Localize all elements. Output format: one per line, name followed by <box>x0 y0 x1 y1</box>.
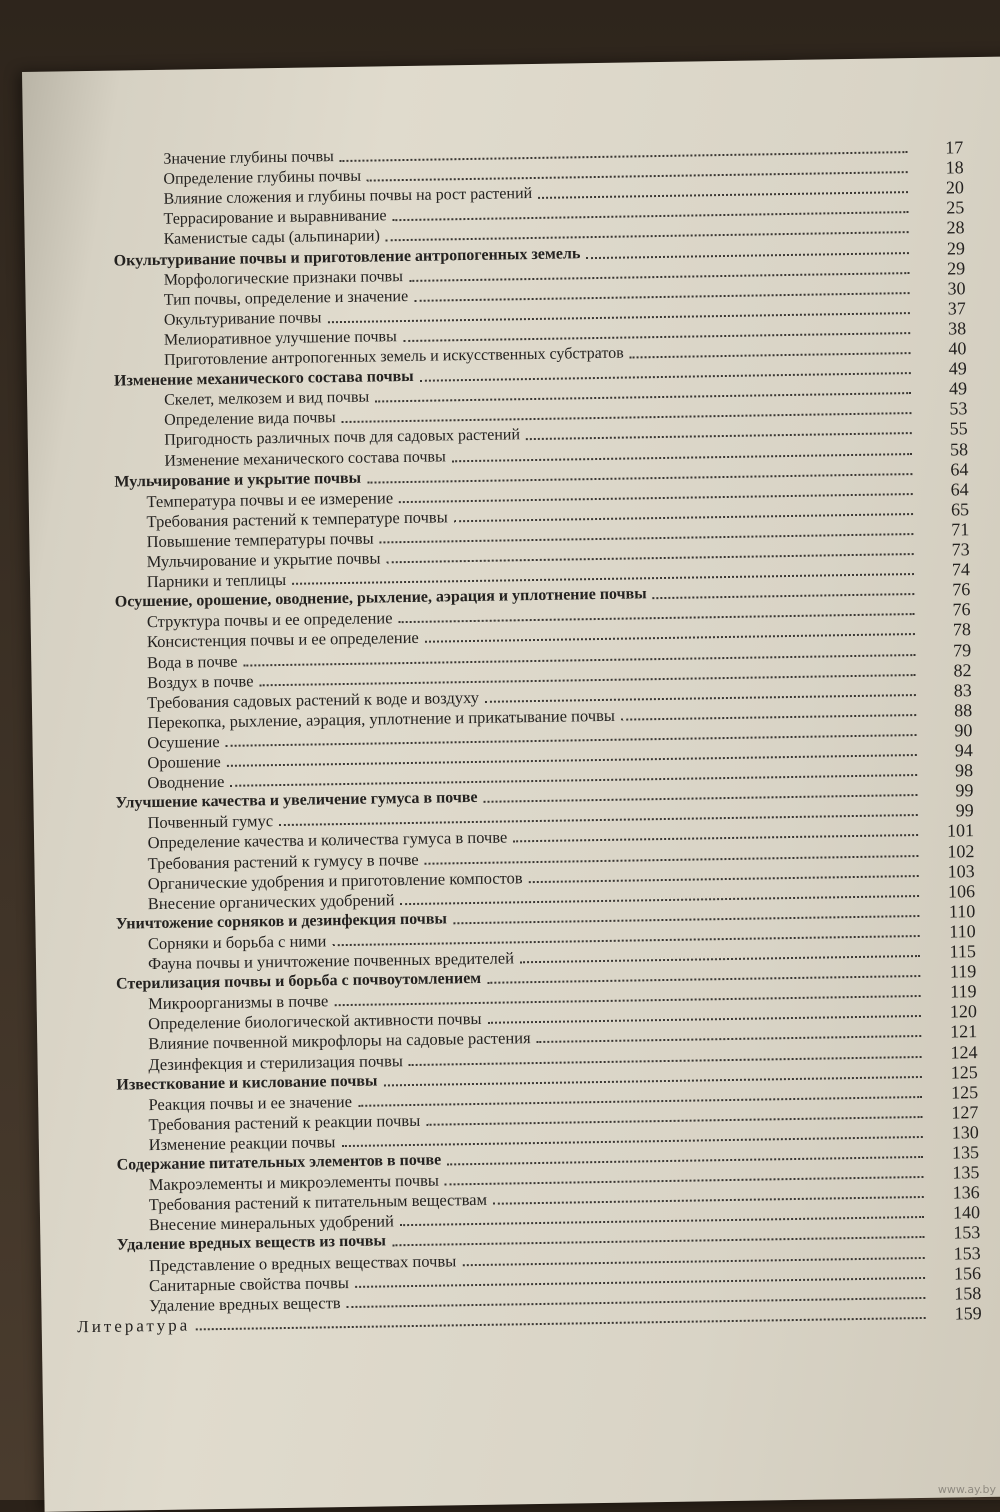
toc-entry-title: Почвенный гумус <box>147 811 273 833</box>
toc-entry-title: Требования растений к гумусу в почве <box>148 849 419 873</box>
toc-page-number: 110 <box>927 901 975 922</box>
toc-entry-title: Требования садовых растений к воде и воздуху <box>147 688 479 713</box>
toc-entry-title: Консистенция почвы и ее определение <box>147 628 419 652</box>
toc-entry-title: Фауна почвы и уничтожение почвенных вредителей <box>148 948 514 974</box>
toc-page-number: 37 <box>918 298 966 319</box>
toc-page-number: 82 <box>923 660 971 681</box>
toc-entry-title: Улучшение качества и увеличение гумуса в почве <box>115 788 477 814</box>
toc-entry-title: Органические удобрения и приготовление компостов <box>148 868 523 894</box>
toc-entry-title: Осушение <box>147 732 220 753</box>
toc-entry-title: Литература <box>77 1315 190 1337</box>
toc-page-number: 53 <box>919 398 967 419</box>
toc-entry-title: Влияние почвенной микрофлоры на садовые растения <box>148 1029 531 1055</box>
toc-entry-title: Воздух в почве <box>147 671 254 693</box>
toc-entry-title: Реакция почвы и ее значение <box>148 1092 352 1115</box>
toc-entry-title: Стерилизация почвы и борьба с почвоутомлением <box>116 969 481 995</box>
toc-page-number: 79 <box>923 640 971 661</box>
toc-page-number: 158 <box>933 1283 981 1304</box>
toc-page-number: 83 <box>924 680 972 701</box>
toc-entry-title: Орошение <box>147 752 221 773</box>
dot-leader <box>630 352 911 358</box>
dot-leader <box>538 191 908 199</box>
toc-page-number: 124 <box>929 1042 977 1063</box>
toc-entry-title: Удаление вредных веществ из почвы <box>117 1232 386 1256</box>
toc-page-number: 49 <box>919 378 967 399</box>
toc-page-number: 99 <box>925 780 973 801</box>
toc-entry-title: Осушение, орошение, оводнение, рыхление, аэрация и уплотнение почвы <box>115 584 647 612</box>
toc-page-number: 135 <box>931 1142 979 1163</box>
toc-page-number: 88 <box>924 700 972 721</box>
toc-entry-title: Внесение минеральных удобрений <box>149 1212 394 1236</box>
toc-page-number: 38 <box>918 318 966 339</box>
toc-entry-title: Значение глубины почвы <box>163 147 334 170</box>
toc-page-number: 106 <box>927 881 975 902</box>
toc-entry-title: Микроорганизмы в почве <box>148 991 328 1014</box>
toc-entry-title: Оводнение <box>147 772 224 793</box>
toc-page-number: 120 <box>929 1001 977 1022</box>
toc-page-number: 25 <box>916 198 964 219</box>
toc-page-number: 153 <box>933 1243 981 1264</box>
toc-page-number: 65 <box>921 499 969 520</box>
toc-page-number: 76 <box>922 579 970 600</box>
toc-page-number: 127 <box>930 1102 978 1123</box>
toc-entry-title: Определение глубины почвы <box>163 167 361 190</box>
toc-page-number: 90 <box>924 720 972 741</box>
toc-entry-title: Мульчирование и укрытие почвы <box>147 548 381 572</box>
toc-page-number: 159 <box>933 1303 981 1324</box>
toc-entry-title: Приготовление антропогенных земель и искусственных субстратов <box>164 344 624 371</box>
toc-entry-title: Дезинфекция и стерилизация почвы <box>148 1051 403 1075</box>
toc-page-number: 76 <box>922 599 970 620</box>
toc-entry-title: Макроэлементы и микроэлементы почвы <box>149 1171 439 1196</box>
toc-page-number: 73 <box>921 539 969 560</box>
toc-page-number: 20 <box>916 177 964 198</box>
toc-page-number: 29 <box>917 258 965 279</box>
dot-leader <box>653 593 915 599</box>
toc-page-number: 99 <box>926 800 974 821</box>
toc-page-number: 119 <box>928 981 976 1002</box>
toc-entry-title: Тип почвы, определение и значение <box>164 287 409 311</box>
toc-page-number: 101 <box>926 821 974 842</box>
toc-entry-title: Определение качества и количества гумуса в почве <box>147 828 507 854</box>
toc-page-number: 28 <box>916 218 964 239</box>
toc-entry-title: Мелиоративное улучшение почвы <box>164 327 397 351</box>
toc-entry-title: Требования растений к температуре почвы <box>146 507 447 532</box>
toc-entry-title: Пригодность различных почв для садовых растений <box>164 426 520 452</box>
toc-page-number: 125 <box>930 1082 978 1103</box>
toc-page-number: 74 <box>922 559 970 580</box>
toc-entry-title: Перекопка, рыхление, аэрация, уплотнение и прикатывание почвы <box>147 706 615 733</box>
dot-leader <box>537 1035 922 1043</box>
toc-entry-title: Сорняки и борьба с ними <box>148 931 327 954</box>
toc-page-number: 103 <box>927 861 975 882</box>
toc-entry-title: Скелет, мелкозем и вид почвы <box>164 388 369 411</box>
toc-page-number: 135 <box>931 1162 979 1183</box>
toc-page-number: 64 <box>920 459 968 480</box>
dot-leader <box>621 714 916 721</box>
toc-entry-title: Температура почвы и ее измерение <box>146 488 393 512</box>
toc-page-number: 71 <box>921 519 969 540</box>
toc-page-number: 55 <box>920 419 968 440</box>
toc-page-number: 18 <box>915 157 963 178</box>
toc-entry-title: Повышение температуры почвы <box>146 528 373 552</box>
toc-entry-title: Содержание питательных элементов в почве <box>117 1151 442 1176</box>
toc-entry-title: Окультуривание почвы и приготовление антропогенных земель <box>114 244 581 271</box>
toc-entry-title: Известкование и кислование почвы <box>116 1071 377 1095</box>
toc-page-number: 98 <box>925 760 973 781</box>
toc-entry-title: Удаление вредных веществ <box>149 1293 341 1316</box>
toc-page-number: 110 <box>927 921 975 942</box>
toc-page-number: 136 <box>932 1182 980 1203</box>
toc-page-number: 17 <box>915 137 963 158</box>
toc-page-number: 121 <box>929 1022 977 1043</box>
toc-entry-title: Изменение механического состава почвы <box>164 447 446 471</box>
toc-page-number: 140 <box>932 1202 980 1223</box>
toc-page-number: 102 <box>926 841 974 862</box>
toc-entry-title: Мульчирование и укрытие почвы <box>114 468 361 492</box>
toc-page-number: 29 <box>917 238 965 259</box>
toc-page-number: 30 <box>917 278 965 299</box>
toc-page-number: 64 <box>921 479 969 500</box>
toc-page-number: 49 <box>919 358 967 379</box>
toc-entry-title: Требования растений к реакции почвы <box>148 1111 420 1135</box>
toc-entry-title: Определение биологической активности почвы <box>148 1009 482 1034</box>
toc-entry-title: Окультуривание почвы <box>164 308 322 330</box>
toc-page-number: 153 <box>932 1222 980 1243</box>
book-page <box>22 56 1000 1512</box>
toc-entry-title: Структура почвы и ее определение <box>147 609 393 633</box>
toc-entry-title: Санитарные свойства почвы <box>149 1273 349 1296</box>
toc-page-number: 115 <box>928 941 976 962</box>
toc-entry-title: Террасирование и выравнивание <box>163 207 386 231</box>
toc-entry-title: Вода в почве <box>147 651 238 672</box>
dot-leader <box>586 252 909 259</box>
toc-entry-title: Внесение органических удобрений <box>148 890 395 914</box>
toc-entry-title: Требования растений к питательным веществам <box>149 1190 487 1215</box>
toc-entry-title: Морфологические признаки почвы <box>164 267 403 291</box>
table-of-contents <box>22 56 1000 1512</box>
toc-entry-title: Представление о вредных веществах почвы <box>149 1251 457 1276</box>
toc-entry-title: Изменение механического состава почвы <box>114 367 414 392</box>
toc-page-number: 130 <box>931 1122 979 1143</box>
toc-entry-title: Каменистые сады (альпинарии) <box>164 227 381 250</box>
toc-entry-title: Уничтожение сорняков и дезинфекция почвы <box>116 909 447 934</box>
toc-entry-title: Парники и теплицы <box>147 570 287 592</box>
toc-entry-title: Изменение реакции почвы <box>148 1132 335 1155</box>
toc-page-number: 40 <box>918 338 966 359</box>
toc-page-number: 119 <box>928 961 976 982</box>
toc-entry-title: Определение вида почвы <box>164 408 336 431</box>
toc-page-number: 125 <box>930 1062 978 1083</box>
toc-page-number: 94 <box>925 740 973 761</box>
toc-page-number: 58 <box>920 439 968 460</box>
dot-leader <box>529 875 919 883</box>
toc-page-number: 78 <box>923 620 971 641</box>
toc-page-number: 156 <box>933 1263 981 1284</box>
dot-leader <box>526 432 912 440</box>
toc-entry-title: Влияние сложения и глубины почвы на рост растений <box>163 184 532 210</box>
watermark: www.ay.by <box>938 1483 996 1496</box>
dot-leader <box>196 1317 925 1330</box>
